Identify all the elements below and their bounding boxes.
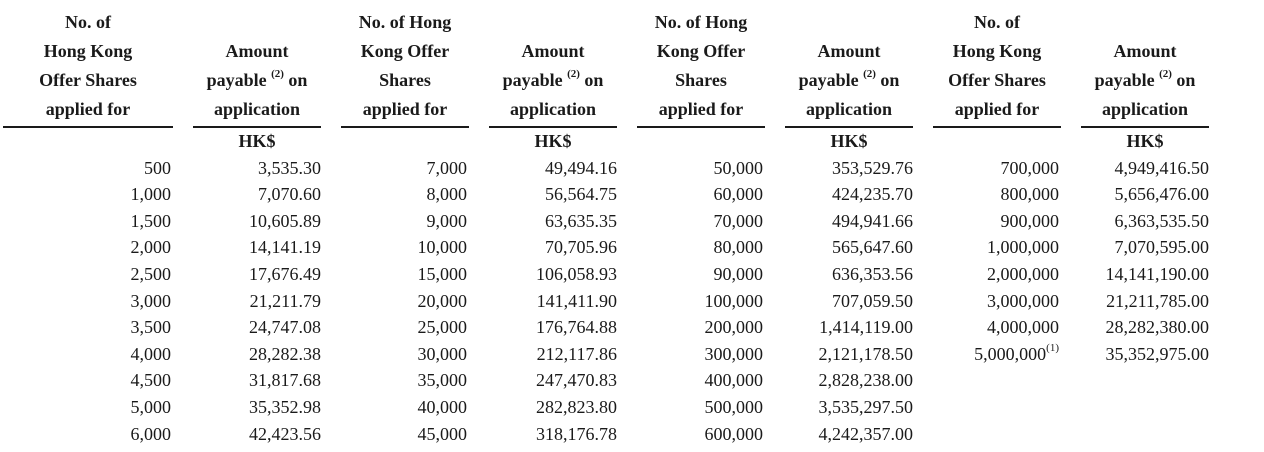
amount-cell: 636,353.56 bbox=[832, 263, 913, 284]
shares-cell: 80,000 bbox=[713, 237, 763, 258]
column-gap bbox=[765, 314, 785, 341]
column-gap bbox=[173, 208, 193, 235]
shares-cell: 4,000,000 bbox=[987, 317, 1059, 338]
column-gap bbox=[1061, 314, 1081, 341]
amount-cell: 28,282,380.00 bbox=[1105, 317, 1209, 338]
column-gap bbox=[173, 181, 193, 208]
amount-cell: 247,470.83 bbox=[536, 370, 617, 391]
amount-cell: 28,282.38 bbox=[249, 343, 321, 364]
column-gap bbox=[1061, 367, 1081, 394]
column-gap bbox=[617, 155, 637, 182]
shares-cell: 3,000 bbox=[130, 290, 171, 311]
amount-cell: 10,605.89 bbox=[249, 210, 321, 231]
column-gap bbox=[469, 234, 489, 261]
column-gap bbox=[913, 367, 933, 394]
column-gap bbox=[469, 288, 489, 315]
column-gap bbox=[173, 314, 193, 341]
column-gap bbox=[469, 181, 489, 208]
column-gap bbox=[321, 341, 341, 368]
column-gap bbox=[913, 234, 933, 261]
amount-cell: 707,059.50 bbox=[832, 290, 913, 311]
column-gap bbox=[321, 367, 341, 394]
amount-cell: 70,705.96 bbox=[545, 237, 617, 258]
shares-cell: 700,000 bbox=[1000, 157, 1059, 178]
shares-cell: 1,500 bbox=[130, 210, 171, 231]
shares-cell: 1,000,000 bbox=[987, 237, 1059, 258]
currency-row bbox=[3, 128, 1209, 155]
amount-cell: 282,823.80 bbox=[536, 396, 617, 417]
column-gap bbox=[1061, 208, 1081, 235]
header-amount-g4: Amount payable $^{(2)}$ on application bbox=[1081, 8, 1209, 128]
amount-cell: 3,535,297.50 bbox=[818, 396, 913, 417]
amount-cell: 21,211,785.00 bbox=[1106, 290, 1209, 311]
table-row bbox=[3, 394, 1209, 421]
amount-cell: 1,414,119.00 bbox=[819, 317, 913, 338]
table-row bbox=[3, 208, 1209, 235]
column-gap bbox=[617, 394, 637, 421]
shares-cell: 20,000 bbox=[417, 290, 467, 311]
currency-label-g2: HK$ bbox=[534, 131, 572, 152]
column-gap bbox=[173, 261, 193, 288]
column-gap bbox=[913, 421, 933, 448]
amount-cell: 7,070.60 bbox=[258, 184, 321, 205]
shares-cell: 400,000 bbox=[704, 370, 763, 391]
column-gap bbox=[617, 181, 637, 208]
column-gap bbox=[321, 288, 341, 315]
shares-cell: 5,000 bbox=[130, 396, 171, 417]
shares-cell: 6,000 bbox=[130, 423, 171, 444]
column-gap bbox=[1061, 234, 1081, 261]
shares-cell: 60,000 bbox=[713, 184, 763, 205]
amount-cell: 565,647.60 bbox=[832, 237, 913, 258]
column-gap bbox=[617, 421, 637, 448]
column-gap bbox=[1061, 288, 1081, 315]
column-gap bbox=[321, 234, 341, 261]
table-row bbox=[3, 421, 1209, 448]
header-shares-g2: No. of Hong Kong Offer Shares applied for bbox=[341, 8, 469, 128]
column-gap bbox=[173, 155, 193, 182]
header-shares-g3: No. of Hong Kong Offer Shares applied for bbox=[637, 8, 765, 128]
column-gap bbox=[321, 181, 341, 208]
amount-cell: 176,764.88 bbox=[536, 317, 617, 338]
column-gap bbox=[765, 421, 785, 448]
shares-cell: 2,500 bbox=[130, 263, 171, 284]
column-gap bbox=[617, 367, 637, 394]
shares-cell: 500 bbox=[144, 157, 171, 178]
shares-cell: 600,000 bbox=[704, 423, 763, 444]
column-gap bbox=[173, 288, 193, 315]
amount-cell: 318,176.78 bbox=[536, 423, 617, 444]
column-gap bbox=[765, 155, 785, 182]
column-gap bbox=[765, 261, 785, 288]
amount-cell: 14,141.19 bbox=[249, 237, 321, 258]
currency-label-g1: HK$ bbox=[238, 131, 276, 152]
shares-cell bbox=[933, 367, 1061, 394]
column-gap bbox=[913, 155, 933, 182]
amount-cell: 49,494.16 bbox=[545, 157, 617, 178]
table-row bbox=[3, 155, 1209, 182]
column-gap bbox=[1061, 341, 1081, 368]
column-gap bbox=[913, 181, 933, 208]
shares-cell: 90,000 bbox=[713, 263, 763, 284]
amount-cell: 63,635.35 bbox=[545, 210, 617, 231]
shares-cell: 35,000 bbox=[417, 370, 467, 391]
column-gap bbox=[173, 367, 193, 394]
shares-cell: 3,000,000 bbox=[987, 290, 1059, 311]
amount-cell: 17,676.49 bbox=[249, 263, 321, 284]
column-gap bbox=[617, 234, 637, 261]
column-gap bbox=[765, 367, 785, 394]
offer-shares-amount-table bbox=[3, 8, 1209, 447]
header-shares-g4: No. of Hong Kong Offer Shares applied for bbox=[933, 8, 1061, 128]
amount-cell: 21,211.79 bbox=[249, 290, 321, 311]
amount-cell: 42,423.56 bbox=[249, 423, 321, 444]
currency-label-g4: HK$ bbox=[1126, 131, 1164, 152]
column-gap bbox=[765, 394, 785, 421]
amount-cell: 2,828,238.00 bbox=[818, 370, 913, 391]
amount-cell: 35,352.98 bbox=[249, 396, 321, 417]
amount-cell bbox=[1081, 367, 1209, 394]
column-gap bbox=[617, 261, 637, 288]
column-gap bbox=[913, 394, 933, 421]
column-gap bbox=[913, 208, 933, 235]
amount-cell: 141,411.90 bbox=[536, 290, 617, 311]
column-gap bbox=[469, 155, 489, 182]
column-gap bbox=[469, 261, 489, 288]
header-row bbox=[3, 8, 1209, 128]
column-gap bbox=[765, 341, 785, 368]
shares-cell: 200,000 bbox=[704, 317, 763, 338]
header-amount-g3: Amount payable $^{(2)}$ on application bbox=[785, 8, 913, 128]
amount-cell: 353,529.76 bbox=[832, 157, 913, 178]
shares-cell: 25,000 bbox=[417, 317, 467, 338]
column-gap bbox=[321, 261, 341, 288]
amount-cell: 31,817.68 bbox=[249, 370, 321, 391]
table-row bbox=[3, 367, 1209, 394]
header-amount-g1: Amount payable $^{(2)}$ on application bbox=[193, 8, 321, 128]
column-gap bbox=[321, 394, 341, 421]
shares-cell: 800,000 bbox=[1000, 184, 1059, 205]
shares-cell: 3,500 bbox=[130, 317, 171, 338]
column-gap bbox=[469, 314, 489, 341]
column-gap bbox=[469, 208, 489, 235]
column-gap bbox=[1061, 421, 1081, 448]
shares-cell: 2,000 bbox=[130, 237, 171, 258]
amount-cell: 106,058.93 bbox=[536, 263, 617, 284]
amount-cell: 3,535.30 bbox=[258, 157, 321, 178]
header-shares-g1: No. of Hong Kong Offer Shares applied for bbox=[3, 8, 173, 128]
amount-cell: 6,363,535.50 bbox=[1114, 210, 1209, 231]
amount-cell: 35,352,975.00 bbox=[1105, 343, 1209, 364]
shares-cell: 40,000 bbox=[417, 396, 467, 417]
column-gap bbox=[1061, 181, 1081, 208]
column-gap bbox=[617, 314, 637, 341]
amount-cell: 212,117.86 bbox=[536, 343, 617, 364]
shares-cell: 1,000 bbox=[130, 184, 171, 205]
shares-cell: 10,000 bbox=[417, 237, 467, 258]
column-gap bbox=[469, 394, 489, 421]
amount-cell: 4,242,357.00 bbox=[818, 423, 913, 444]
column-gap bbox=[765, 181, 785, 208]
shares-cell: 9,000 bbox=[426, 210, 467, 231]
shares-cell: 4,000 bbox=[130, 343, 171, 364]
column-gap bbox=[321, 155, 341, 182]
column-gap bbox=[1061, 261, 1081, 288]
currency-label-g3: HK$ bbox=[830, 131, 868, 152]
shares-cell bbox=[933, 394, 1061, 421]
table-row bbox=[3, 341, 1209, 368]
amount-cell: 4,949,416.50 bbox=[1114, 157, 1209, 178]
shares-cell: 900,000 bbox=[1000, 210, 1059, 231]
shares-cell: 300,000 bbox=[704, 343, 763, 364]
shares-cell: 5,000,000$^{(1)}$ bbox=[974, 341, 1059, 364]
column-gap bbox=[1061, 155, 1081, 182]
column-gap bbox=[913, 341, 933, 368]
shares-cell: 8,000 bbox=[426, 184, 467, 205]
column-gap bbox=[1061, 394, 1081, 421]
column-gap bbox=[765, 288, 785, 315]
shares-cell: 2,000,000 bbox=[987, 263, 1059, 284]
table-row bbox=[3, 181, 1209, 208]
shares-cell: 50,000 bbox=[713, 157, 763, 178]
table-row bbox=[3, 314, 1209, 341]
header-amount-g2: Amount payable $^{(2)}$ on application bbox=[489, 8, 617, 128]
column-gap bbox=[321, 314, 341, 341]
column-gap bbox=[469, 421, 489, 448]
column-gap bbox=[173, 341, 193, 368]
column-gap bbox=[913, 288, 933, 315]
column-gap bbox=[765, 234, 785, 261]
column-gap bbox=[617, 341, 637, 368]
shares-cell: 7,000 bbox=[426, 157, 467, 178]
table-row bbox=[3, 261, 1209, 288]
shares-cell: 500,000 bbox=[704, 396, 763, 417]
amount-cell: 56,564.75 bbox=[545, 184, 617, 205]
amount-cell: 494,941.66 bbox=[832, 210, 913, 231]
column-gap bbox=[321, 208, 341, 235]
amount-cell bbox=[1081, 421, 1209, 448]
shares-cell: 100,000 bbox=[704, 290, 763, 311]
shares-cell: 15,000 bbox=[417, 263, 467, 284]
amount-cell: 5,656,476.00 bbox=[1114, 184, 1209, 205]
shares-cell: 30,000 bbox=[417, 343, 467, 364]
amount-cell: 7,070,595.00 bbox=[1114, 237, 1209, 258]
shares-cell: 70,000 bbox=[713, 210, 763, 231]
column-gap bbox=[469, 341, 489, 368]
column-gap bbox=[765, 208, 785, 235]
column-gap bbox=[173, 394, 193, 421]
column-gap bbox=[173, 234, 193, 261]
amount-cell: 14,141,190.00 bbox=[1105, 263, 1209, 284]
shares-cell bbox=[933, 421, 1061, 448]
column-gap bbox=[617, 208, 637, 235]
shares-cell: 4,500 bbox=[130, 370, 171, 391]
amount-cell bbox=[1081, 394, 1209, 421]
shares-cell: 45,000 bbox=[417, 423, 467, 444]
table-row bbox=[3, 288, 1209, 315]
column-gap bbox=[469, 367, 489, 394]
column-gap bbox=[617, 288, 637, 315]
column-gap bbox=[913, 314, 933, 341]
column-gap bbox=[173, 421, 193, 448]
footnote-marker: (1) bbox=[1046, 341, 1059, 354]
column-gap bbox=[913, 261, 933, 288]
amount-cell: 2,121,178.50 bbox=[818, 343, 913, 364]
amount-cell: 24,747.08 bbox=[249, 317, 321, 338]
amount-cell: 424,235.70 bbox=[832, 184, 913, 205]
table-row bbox=[3, 234, 1209, 261]
column-gap bbox=[321, 421, 341, 448]
